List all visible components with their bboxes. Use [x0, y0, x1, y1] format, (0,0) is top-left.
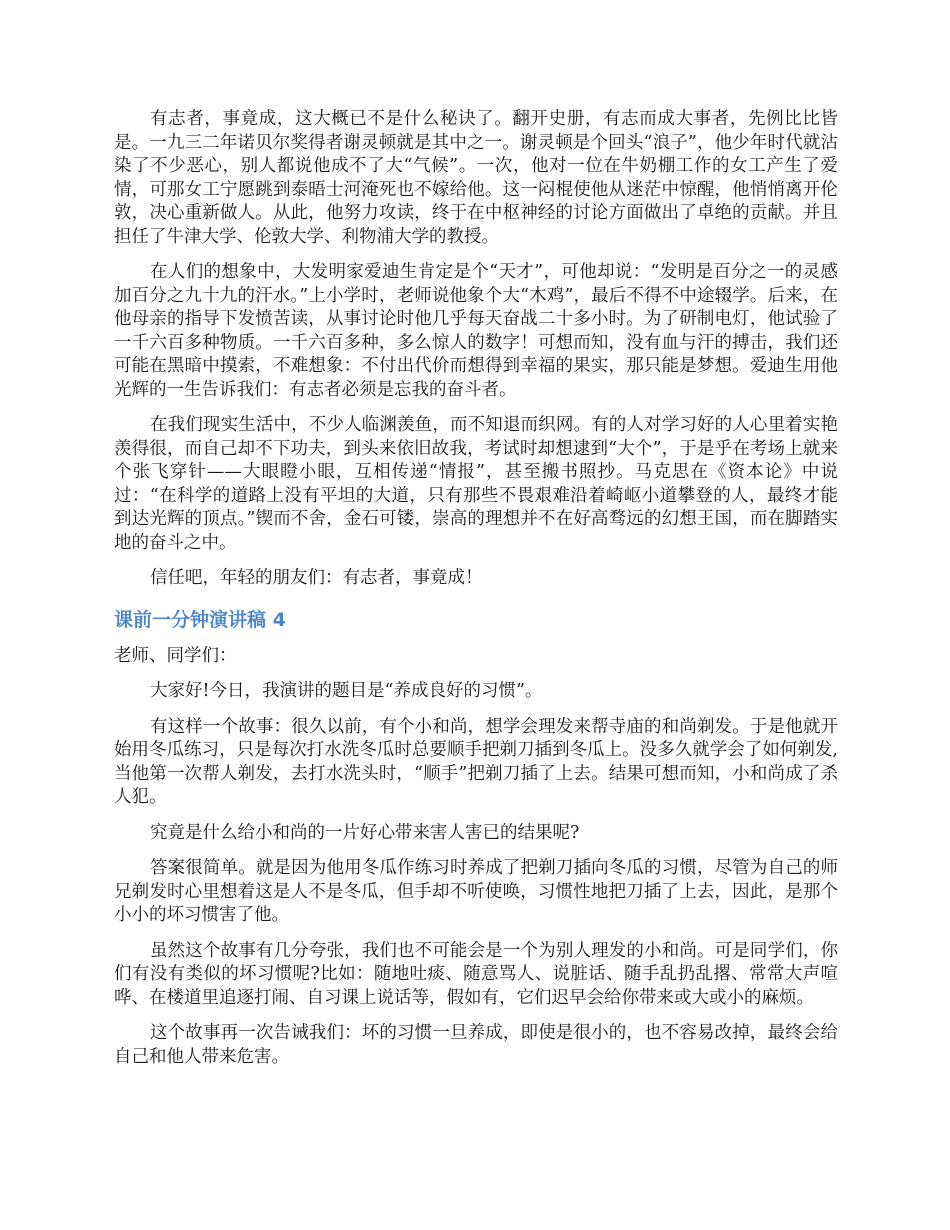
body-paragraph: 有这样一个故事：很久以前，有个小和尚，想学会理发来帮寺庙的和尚剃发。于是他就开始用冬瓜练习，只是每次打水洗冬瓜时总要顺手把剃刀插到冬瓜上。没多久就学会了如何剃发,当他第一次帮人剃发，去打水洗头时，“顺手”把剃刀插了上去。结果可想而知，小和尚成了杀人犯。: [114, 716, 838, 807]
section-heading: 课前一分钟演讲稿 4: [114, 608, 286, 631]
body-paragraph: 信任吧，年轻的朋友们：有志者，事竟成！: [150, 568, 483, 588]
body-paragraph: 这个故事再一次告诫我们：坏的习惯一旦养成，即使是很小的，也不容易改掉，最终会给自己和他人带来危害。: [114, 1023, 838, 1067]
body-paragraph: 答案很简单。就是因为他用冬瓜作练习时养成了把剃刀插向冬瓜的习惯，尽管为自己的师兄剃发时心里想着这是人不是冬瓜，但手却不听使唤，习惯性地把刀插了上去，因此，是那个小小的坏习惯害了他。: [114, 858, 838, 925]
body-paragraph: 在我们现实生活中，不少人临渊羡鱼，而不知退而织网。有的人对学习好的人心里着实艳羡得很，而自己却不下功夫，到头来依旧故我，考试时却想逮到“大个”，于是乎在考场上就来个张飞穿针——大眼瞪小眼，互相传递“情报”，甚至搬书照抄。马克思在《资本论》中说过：“在科学的道路上没有平坦的大道，只有那些不畏艰难沿着崎岖小道攀登的人，最终才能到达光辉的顶点。”锲而不舍，金石可镂，崇高的理想并不在好高骛远的幻想王国，而在脚踏实地的奋斗之中。: [114, 415, 838, 553]
body-paragraph: 究竟是什么给小和尚的一片好心带来害人害已的结果呢?: [150, 822, 580, 843]
salutation: 老师、同学们：: [114, 645, 237, 666]
body-paragraph: 大家好!今日，我演讲的题目是“养成良好的习惯”。: [150, 681, 543, 701]
document-body: [114, 108, 838, 1081]
body-paragraph: 有志者，事竟成，这大概已不是什么秘诀了。翻开史册，有志而成大事者，先例比比皆是。一九三二年诺贝尔奖得者谢灵顿就是其中之一。谢灵顿是个回头“浪子”，他少年时代就沾染了不少恶心，别人都说他成不了大“气候”。一次，他对一位在牛奶棚工作的女工产生了爱情，可那女工宁愿跳到泰晤士河淹死也不嫁给他。这一闷棍使他从迷茫中惊醒，他悄悄离开伦敦，决心重新做人。从此，他努力攻读，终于在中枢神经的讨论方面做出了卓绝的贡献。并且担任了牛津大学、伦敦大学、利物浦大学的教授。: [114, 109, 838, 247]
body-paragraph: 在人们的想象中，大发明家爱迪生肯定是个“天才”，可他却说：“发明是百分之一的灵感加百分之九十九的汗水。”上小学时，老师说他象个大“木鸡”，最后不得不中途辍学。后来，在他母亲的指导下发愤苦读，从事讨论时他几乎每天奋战二十多小时。为了研制电灯，他试验了一千六百多种物质。一千六百多种，多么惊人的数字！可想而知，没有血与汗的搏击，我们还可能在黑暗中摸索，不难想象：不付出代价而想得到幸福的果实，那只能是梦想。爱迪生用他光辉的一生告诉我们：有志者必须是忘我的奋斗者。: [114, 262, 838, 400]
body-paragraph: 虽然这个故事有几分夸张，我们也不可能会是一个为别人理发的小和尚。可是同学们，你们有没有类似的坏习惯呢?比如：随地吐痰、随意骂人、说脏话、随手乱扔乱撂、常常大声喧哗、在楼道里追逐打闹、自习课上说话等，假如有，它们迟早会给你带来或大或小的麻烦。: [114, 940, 838, 1008]
